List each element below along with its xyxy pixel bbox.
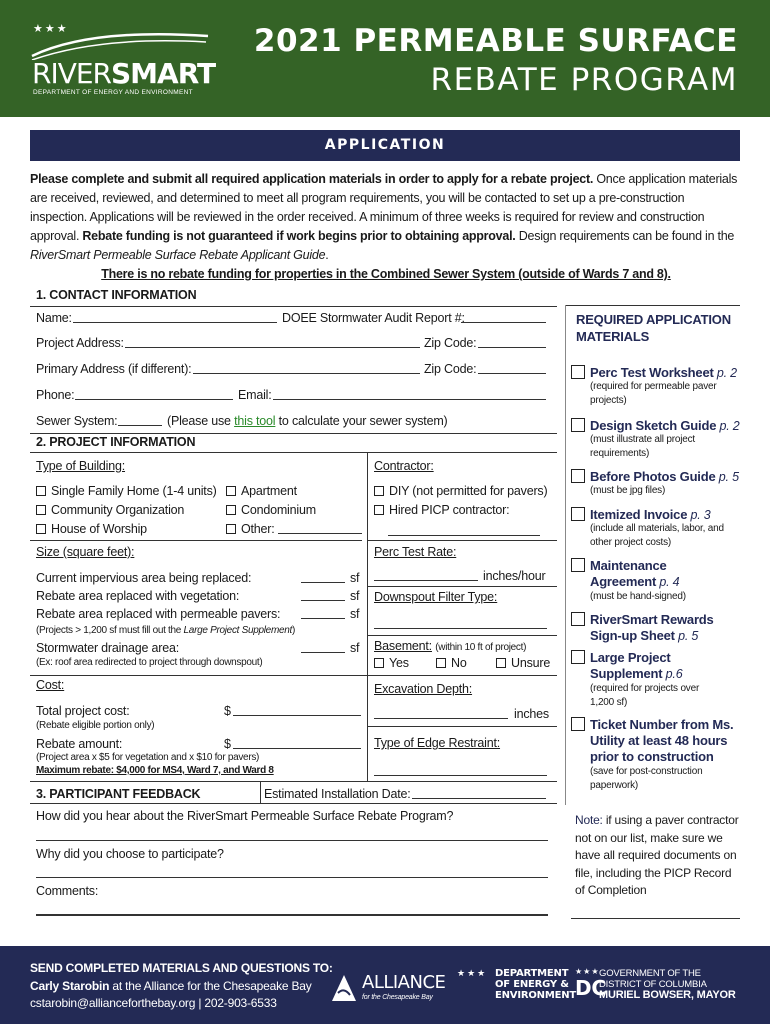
sf-unit: sf: [350, 589, 360, 603]
page-title-line1: 2021 PERMEABLE SURFACE: [253, 23, 738, 59]
building-type-label: Type of Building:: [36, 459, 126, 473]
zip-label: Zip Code:: [424, 336, 477, 350]
perc-label: Perc Test Rate:: [374, 545, 457, 559]
other-field[interactable]: [278, 522, 362, 534]
riversmart-logo: [30, 22, 220, 97]
vegetation-label: Rebate area replaced with vegetation:: [36, 589, 240, 603]
alliance-logo: [330, 968, 448, 1008]
checkbox[interactable]: [571, 365, 585, 379]
zip-field[interactable]: [478, 336, 546, 348]
checkbox[interactable]: [571, 469, 585, 483]
alliance-name: ALLIANCE: [362, 972, 446, 993]
feedback-heading: 3. PARTICIPANT FEEDBACK: [36, 787, 201, 801]
type-community-org[interactable]: Community Organization: [36, 503, 184, 517]
contractor-field[interactable]: [388, 524, 540, 536]
doee-line2: OF ENERGY &: [495, 979, 569, 990]
req-itemized-invoice[interactable]: Itemized Invoice p. 3 (include all materials, labor, and other project costs): [571, 507, 741, 550]
checkbox[interactable]: [571, 612, 585, 626]
checkbox[interactable]: [571, 558, 585, 572]
type-other[interactable]: Other:: [226, 522, 275, 536]
size-label: Size (square feet):: [36, 545, 135, 559]
total-cost-label: Total project cost:: [36, 704, 130, 718]
downspout-label: Downspout Filter Type:: [374, 590, 498, 604]
feedback-q1-field[interactable]: [36, 829, 548, 841]
perc-field[interactable]: [374, 569, 478, 581]
excavation-field[interactable]: [374, 707, 508, 719]
email-label: Email:: [238, 388, 272, 402]
type-single-family[interactable]: Single Family Home (1-4 units): [36, 484, 217, 498]
project-heading: 2. PROJECT INFORMATION: [36, 435, 196, 449]
basement-yes[interactable]: Yes: [374, 656, 409, 670]
edge-restraint-field[interactable]: [374, 764, 547, 776]
stars-icon: ★★★: [575, 967, 600, 976]
sf-unit: sf: [350, 641, 360, 655]
sewer-note: (Please use this tool to calculate your sewer system): [167, 414, 448, 428]
required-materials-title: REQUIRED APPLICATION MATERIALS: [576, 312, 731, 344]
edge-restraint-label: Type of Edge Restraint:: [374, 736, 501, 750]
contact-heading: 1. CONTACT INFORMATION: [36, 288, 197, 302]
total-cost-field[interactable]: [233, 704, 361, 716]
phone-label: Phone:: [36, 388, 75, 402]
basement-label: Basement: (within 10 ft of project): [374, 639, 527, 653]
primary-address-label: Primary Address (if different):: [36, 362, 192, 376]
brand-subtitle: DEPARTMENT OF ENERGY AND ENVIRONMENT: [33, 89, 193, 96]
basement-no[interactable]: No: [436, 656, 467, 670]
doee-line1: DEPARTMENT: [495, 968, 569, 979]
req-before-photos[interactable]: Before Photos Guide p. 5 (must be jpg files): [571, 469, 741, 498]
rebate-eligible-note: (Rebate eligible portion only): [36, 720, 155, 731]
basement-unsure[interactable]: Unsure: [496, 656, 550, 670]
alliance-mark-icon: [330, 973, 358, 1003]
feedback-q3: Comments:: [36, 884, 99, 898]
req-large-project[interactable]: Large Project Supplement p.6 (required for projects over 1,200 sf): [571, 650, 741, 710]
audit-label: DOEE Stormwater Audit Report #:: [282, 311, 465, 325]
swoosh-icon: [30, 30, 210, 60]
rebate-formula: (Project area x $5 for vegetation and x $10 for pavers): [36, 752, 260, 763]
projects-note: (Projects > 1,200 sf must fill out the Large Project Supplement): [36, 625, 296, 636]
page-title-line2: REBATE PROGRAM: [430, 62, 738, 98]
type-house-of-worship[interactable]: House of Worship: [36, 522, 147, 536]
checkbox[interactable]: [571, 507, 585, 521]
checkbox[interactable]: [571, 650, 585, 664]
rebate-amount-label: Rebate amount:: [36, 737, 123, 751]
stormwater-note: (Ex: roof area redirected to project through downspout): [36, 657, 263, 668]
sewer-notice: There is no rebate funding for properties in the Combined Sewer System (outside of Wards 7 and 8).: [101, 267, 671, 281]
impervious-field[interactable]: [301, 571, 345, 583]
brand-name: RIVERSMART: [32, 57, 216, 90]
alliance-sub: for the Chesapeake Bay: [362, 994, 433, 1001]
contact-email-phone: cstarobin@allianceforthebay.org | 202-903-6533: [30, 996, 277, 1010]
downspout-field[interactable]: [374, 617, 547, 629]
install-date-label: Estimated Installation Date:: [264, 787, 411, 801]
phone-field[interactable]: [75, 388, 233, 400]
application-banner: APPLICATION: [30, 130, 740, 161]
name-field[interactable]: [73, 311, 277, 323]
primary-address-field[interactable]: [193, 362, 420, 374]
contractor-label: Contractor:: [374, 459, 434, 473]
req-rewards-signup[interactable]: RiverSmart Rewards Sign-up Sheet p. 5: [571, 612, 741, 644]
project-address-label: Project Address:: [36, 336, 124, 350]
dollar-sign: $: [224, 737, 231, 751]
stormwater-label: Stormwater drainage area:: [36, 641, 179, 655]
vegetation-field[interactable]: [301, 589, 345, 601]
checkbox[interactable]: [571, 717, 585, 731]
sewer-field[interactable]: [118, 414, 162, 426]
permeable-field[interactable]: [301, 607, 345, 619]
page-header: [0, 0, 770, 117]
feedback-q3-field2[interactable]: [36, 904, 548, 916]
contractor-hired[interactable]: Hired PICP contractor:: [374, 503, 509, 517]
sewer-label: Sewer System:: [36, 414, 118, 428]
permeable-label: Rebate area replaced with permeable pavers:: [36, 607, 281, 621]
intro-text: Please complete and submit all required application materials in order to apply for a rebate project. Once application materials are received, reviewed, and determined to meet all program requirements, you will be contacted to set up a pre-construction inspection. Applications will be reviewed in the order received. A minimum of three weeks is required for review and construction approval. Rebate funding is not guaranteed if work begins prior to obtaining approval. Design requirements can be found in the RiverSmart Permeable Surface Rebate Applicant Guide. There is no rebate funding for properties in the Combined Sewer System (outside of Wards 7 and 8).: [30, 170, 742, 284]
feedback-q2-field[interactable]: [36, 866, 548, 878]
sf-unit: sf: [350, 571, 360, 585]
impervious-label: Current impervious area being replaced:: [36, 571, 252, 585]
page-footer: [0, 946, 770, 1024]
cost-label: Cost:: [36, 678, 65, 692]
dollar-sign: $: [224, 704, 231, 718]
req-ticket-number[interactable]: Ticket Number from Ms. Utility at least 48 hours prior to construction (save for post-construction paperwork): [571, 717, 741, 793]
req-perc-worksheet[interactable]: Perc Test Worksheet p. 2 (required for permeable paver projects): [571, 365, 741, 408]
dc-line2: DISTRICT OF COLUMBIA: [599, 979, 707, 990]
excavation-label: Excavation Depth:: [374, 682, 473, 696]
stars-icon: ★★★: [33, 23, 69, 35]
type-apartment[interactable]: Apartment: [226, 484, 297, 498]
install-date-field[interactable]: [412, 787, 546, 799]
doee-logo: [457, 968, 577, 1008]
req-maintenance-agreement[interactable]: Maintenance Agreement p. 4 (must be hand-signed): [571, 558, 741, 604]
feedback-q1: How did you hear about the RiverSmart Permeable Surface Rebate Program?: [36, 809, 454, 823]
feedback-q2: Why did you choose to participate?: [36, 847, 224, 861]
stormwater-field[interactable]: [301, 641, 345, 653]
contractor-note: Note: if using a paver contractor not on our list, make sure we have all required documents on file, including the PICP Record of Completion: [575, 813, 739, 897]
name-label: Name:: [36, 311, 72, 325]
stars-icon: ★★★: [457, 968, 488, 978]
req-design-sketch[interactable]: Design Sketch Guide p. 2 (must illustrate all project requirements): [571, 418, 741, 461]
project-address-field[interactable]: [125, 336, 420, 348]
zip2-field[interactable]: [478, 362, 546, 374]
checkbox[interactable]: [571, 418, 585, 432]
rebate-amount-field[interactable]: [233, 737, 361, 749]
send-label: SEND COMPLETED MATERIALS AND QUESTIONS TO:: [30, 961, 333, 975]
zip2-label: Zip Code:: [424, 362, 477, 376]
contractor-diy[interactable]: DIY (not permitted for pavers): [374, 484, 547, 498]
email-field[interactable]: [273, 388, 546, 400]
contact-name: Carly Starobin at the Alliance for the Chesapeake Bay: [30, 979, 312, 993]
inches-unit: inches: [514, 707, 549, 721]
max-rebate: Maximum rebate: $4,000 for MS4, Ward 7, and Ward 8: [36, 765, 274, 776]
type-condominium[interactable]: Condominium: [226, 503, 316, 517]
doee-line3: ENVIRONMENT: [495, 990, 577, 1001]
dc-mark: DC: [575, 976, 606, 1000]
inches-hour-unit: inches/hour: [483, 569, 546, 583]
dc-line1: GOVERNMENT OF THE: [599, 968, 701, 979]
dc-government-logo: [575, 966, 745, 1010]
dc-line3: MURIEL BOWSER, MAYOR: [599, 989, 736, 1001]
sewer-tool-link[interactable]: this tool: [234, 414, 276, 428]
sf-unit: sf: [350, 607, 360, 621]
audit-field[interactable]: [461, 311, 546, 323]
